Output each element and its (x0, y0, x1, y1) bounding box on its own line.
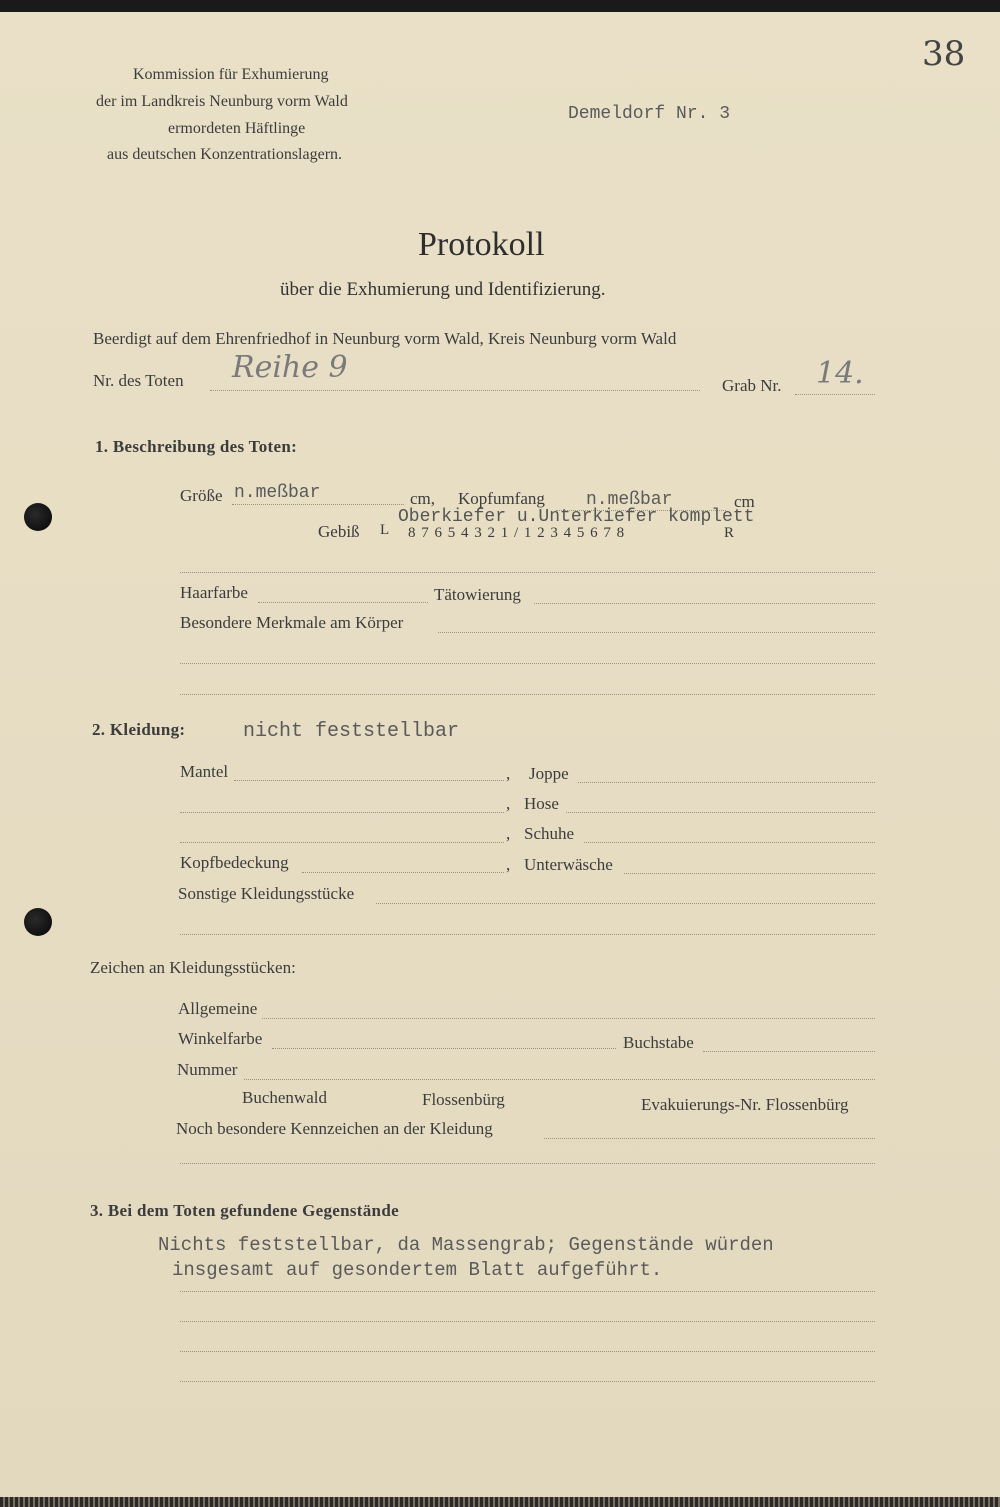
taetowierung-line (534, 603, 875, 604)
punch-hole-upper (24, 503, 52, 531)
cm-label-1: cm, (410, 489, 436, 508)
kopfumfang-value: n.meßbar (586, 490, 673, 510)
unterwaesche-line (624, 873, 875, 874)
haarfarbe-line (258, 602, 428, 603)
sonstige-line (376, 903, 875, 904)
merkmale-line (438, 632, 875, 633)
section-2-heading: 2. Kleidung: (92, 720, 186, 739)
section-1-heading: 1. Beschreibung des Toten: (95, 437, 298, 456)
comma-2: , (506, 794, 511, 813)
groesse-label: Größe (180, 486, 223, 505)
gegenstaende-line-1 (180, 1291, 875, 1292)
flossenbuerg-label: Flossenbürg (422, 1090, 505, 1109)
gebiss-r: R (724, 525, 735, 541)
merkmale-line-3 (180, 694, 875, 695)
mantel-label: Mantel (180, 762, 229, 781)
header-line-3: ermordeten Häftlinge (168, 120, 306, 137)
winkelfarbe-line (272, 1048, 616, 1049)
evakuierung-label: Evakuierungs-Nr. Flossenbürg (641, 1095, 849, 1114)
kopfumfang-label: Kopfumfang (458, 489, 545, 508)
gegenstaende-typed-line-2: insgesamt auf gesondertem Blatt aufgeführt. (172, 1259, 663, 1281)
comma-1: , (506, 764, 511, 783)
grab-label: Grab Nr. (722, 376, 782, 395)
kennzeichen-line-2 (180, 1163, 875, 1164)
document-subtitle: über die Exhumierung und Identifizierung. (280, 279, 606, 300)
joppe-label: Joppe (529, 764, 569, 783)
grab-handwritten: 14. (816, 356, 864, 391)
scan-bottom-border (0, 1497, 1000, 1507)
nummer-line (244, 1079, 875, 1080)
punch-hole-lower (24, 908, 52, 936)
header-line-4: aus deutschen Konzentrationslagern. (107, 146, 343, 163)
hose-label: Hose (524, 794, 559, 813)
joppe-line (578, 782, 875, 783)
gebiss-typed: Oberkiefer u.Unterkiefer komplett (398, 507, 755, 527)
kennzeichen-label: Noch besondere Kennzeichen an der Kleidung (176, 1119, 493, 1138)
gegenstaende-line-2 (180, 1321, 875, 1322)
kopfbedeckung-line (302, 872, 504, 873)
grab-line (795, 394, 875, 395)
taetowierung-label: Tätowierung (434, 585, 521, 604)
page-number: 38 (922, 34, 966, 74)
groesse-line (232, 504, 404, 505)
nr-toten-line (210, 390, 700, 391)
schuhe-label: Schuhe (524, 824, 575, 843)
merkmale-line-2 (180, 663, 875, 664)
gebiss-l: L (380, 522, 390, 538)
header-line-1: Kommission für Exhumierung (133, 66, 329, 83)
gegenstaende-line-4 (180, 1381, 875, 1382)
allgemeine-label: Allgemeine (178, 999, 258, 1018)
comma-3: , (506, 824, 511, 843)
gebiss-tooth-numbers: 8 7 6 5 4 3 2 1 / 1 2 3 4 5 6 7 8 (408, 525, 626, 541)
schuhe-line (584, 842, 875, 843)
document-title: Protokoll (418, 226, 545, 263)
groesse-value: n.meßbar (234, 483, 321, 503)
buchenwald-label: Buchenwald (242, 1088, 327, 1107)
kennzeichen-line (544, 1138, 875, 1139)
scan-top-border (0, 0, 1000, 12)
section-3-heading: 3. Bei dem Toten gefundene Gegenstände (90, 1201, 399, 1220)
sonstige-line-2 (180, 934, 875, 935)
buchstabe-label: Buchstabe (623, 1033, 694, 1052)
mantel-line (234, 780, 504, 781)
cm-label-2: cm (734, 492, 755, 511)
hose-line (566, 812, 875, 813)
comma-4: , (506, 855, 511, 874)
nr-toten-label: Nr. des Toten (93, 371, 184, 390)
nr-toten-handwritten: Reihe 9 (232, 350, 348, 385)
hose-left-line (180, 812, 504, 813)
gebiss-label: Gebiß (318, 522, 360, 541)
merkmale-label: Besondere Merkmale am Körper (180, 613, 404, 632)
sonstige-label: Sonstige Kleidungsstücke (178, 884, 355, 903)
zeichen-heading: Zeichen an Kleidungsstücken: (90, 958, 296, 977)
kleidung-typed: nicht feststellbar (243, 720, 460, 743)
unterwaesche-label: Unterwäsche (524, 855, 613, 874)
schuhe-left-line (180, 842, 504, 843)
kopfbedeckung-label: Kopfbedeckung (180, 853, 289, 872)
allgemeine-line (262, 1018, 875, 1019)
nummer-label: Nummer (177, 1060, 238, 1079)
gebiss-extra-line (180, 572, 875, 573)
header-line-2: der im Landkreis Neunburg vorm Wald (96, 93, 348, 110)
burial-line: Beerdigt auf dem Ehrenfriedhof in Neunburg vorm Wald, Kreis Neunburg vorm Wald (93, 329, 677, 348)
gegenstaende-line-3 (180, 1351, 875, 1352)
haarfarbe-label: Haarfarbe (180, 583, 248, 602)
winkelfarbe-label: Winkelfarbe (178, 1029, 263, 1048)
gegenstaende-typed-line-1: Nichts feststellbar, da Massengrab; Gegenstände würden (158, 1234, 774, 1256)
typed-location: Demeldorf Nr. 3 (568, 104, 731, 124)
buchstabe-line (703, 1051, 875, 1052)
